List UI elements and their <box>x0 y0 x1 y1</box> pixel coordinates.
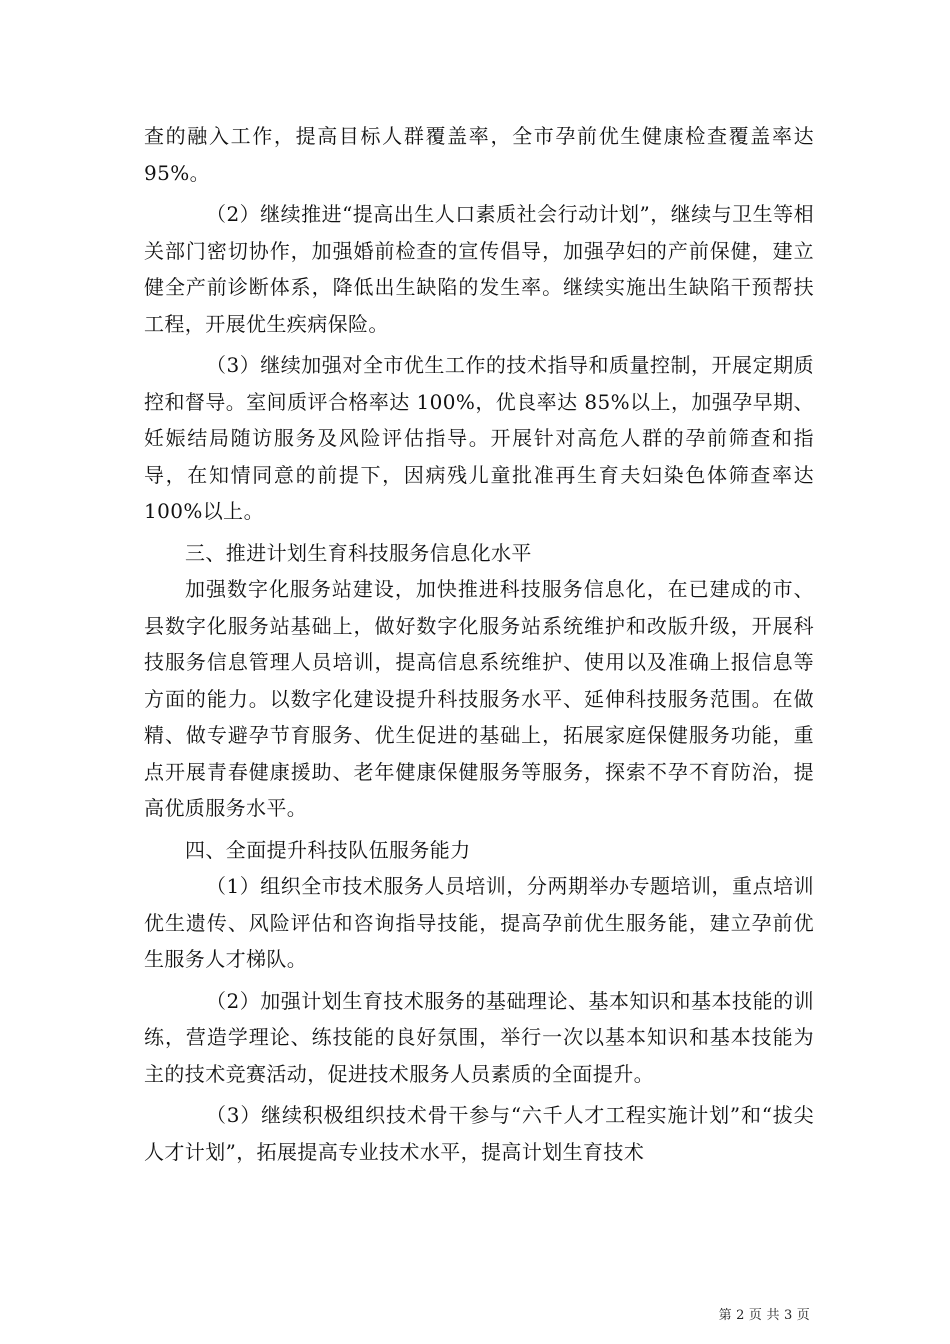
section-heading-3: 三、推进计划生育科技服务信息化水平 <box>185 540 532 565</box>
paragraph-item-2: （2）继续推进“提高出生人口素质社会行动计划”，继续与卫生等相关部门密切协作，加强婚前检查的宣传倡导，加强孕妇的产前保健，建立健全产前诊断体系，降低出生缺陷的发生率。继续实施出生缺陷干预帮扶工程，开展优生疾病保险。 <box>144 202 814 336</box>
paragraph-section-4-item-2: （2）加强计划生育技术服务的基础理论、基本知识和基本技能的训练，营造学理论、练技能的良好氛围，举行一次以基本知识和基本技能为主的技术竞赛活动，促进技术服务人员素质的全面提升。 <box>144 988 814 1086</box>
paragraph-section-3-body: 加强数字化服务站建设，加快推进科技服务信息化，在已建成的市、县数字化服务站基础上，做好数字化服务站系统维护和改版升级，开展科技服务信息管理人员培训，提高信息系统维护、使用以及准确上报信息等方面的能力。以数字化建设提升科技服务水平、延伸科技服务范围。在做精、做专避孕节育服务、优生促进的基础上，拓展家庭保健服务功能，重点开展青春健康援助、老年健康保健服务等服务，探索不孕不育防治，提高优质服务水平。 <box>144 577 814 820</box>
section-heading-4: 四、全面提升科技队伍服务能力 <box>185 837 471 862</box>
page-number-footer: 第 2 页 共 3 页 <box>718 1308 810 1323</box>
paragraph-section-4-item-3: （3）继续积极组织技术骨干参与“六千人才工程实施计划”和“拔尖人才计划”，拓展提高专业技术水平，提高计划生育技术 <box>144 1103 814 1164</box>
paragraph-continuation: 查的融入工作，提高目标人群覆盖率，全市孕前优生健康检查覆盖率达 95%。 <box>144 124 814 185</box>
paragraph-item-3: （3）继续加强对全市优生工作的技术指导和质量控制，开展定期质控和督导。室间质评合格率达 100%，优良率达 85%以上，加强孕早期、妊娠结局随访服务及风险评估指导。开展针对高危人群的孕前筛查和指导，在知情同意的前提下，因病残儿童批准再生育夫妇染色体筛查率达 100%以上。 <box>144 353 814 523</box>
paragraph-section-4-item-1: （1）组织全市技术服务人员培训，分两期举办专题培训，重点培训优生遗传、风险评估和咨询指导技能，提高孕前优生服务能，建立孕前优生服务人才梯队。 <box>144 874 814 971</box>
document-body <box>144 118 814 1170</box>
